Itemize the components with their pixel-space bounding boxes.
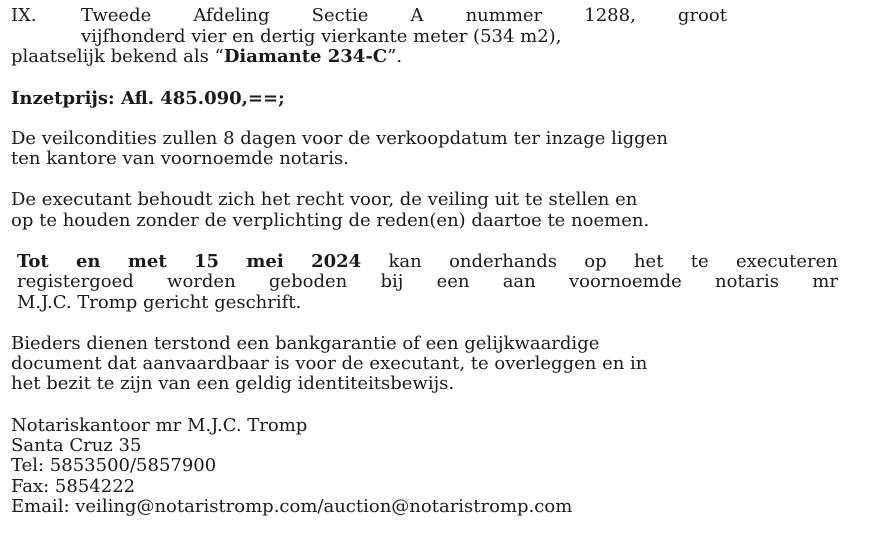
conditions-line-1: De veilcondities zullen 8 dagen voor de verkoopdatum ter inzage liggen [11,128,668,149]
contact-tel: Tel: 5853500/5857900 [11,455,217,476]
private-bids-line-2 [17,272,838,292]
word: aan [502,271,536,292]
contact-address: Santa Cruz 35 [11,435,142,456]
word: 15 [194,251,220,272]
word: mei [246,251,284,272]
word: op [584,251,607,272]
bidders-line-3: het bezit te zijn van een geldig identiteitsbewijs. [11,373,455,394]
word: het [633,251,664,272]
word: kan [388,251,422,272]
word: voornoemde [569,271,682,292]
word: en [75,251,101,272]
private-bids-line-3: M.J.C. Tromp gericht geschrift. [17,292,302,313]
word: mr [812,271,838,292]
word: Tot [17,251,49,272]
reservation-line-1: De executant behoudt zich het recht voor, de veiling uit te stellen en [11,189,638,210]
contact-email: Email: veiling@notaristromp.com/auction@notaristromp.com [11,496,573,517]
word: notaris [715,271,780,292]
reservation-line-2: op te houden zonder de verplichting de reden(en) daartoe te noemen. [11,210,650,231]
word: nummer [465,5,543,26]
starting-price: Inzetprijs: Afl. 485.090,==; [11,88,285,109]
word: executeren [736,251,838,272]
word: bij [380,271,404,292]
item-line-3-suffix: ”. [387,46,403,67]
word: 2024 [311,251,362,272]
item-line-1 [81,6,727,26]
word: groot [677,5,727,26]
word: worden [167,271,236,292]
item-number: IX. [11,5,37,26]
conditions-line-2: ten kantore van voornoemde notaris. [11,148,349,169]
bidders-line-1: Bieders dienen terstond een bankgarantie of een gelijkwaardige [11,333,600,354]
contact-fax: Fax: 5854222 [11,476,136,497]
item-line-2: vijfhonderd vier en dertig vierkante meter (534 m2), [81,26,562,47]
word: een [436,271,470,292]
word: 1288, [584,5,636,26]
item-line-3-prefix: plaatselijk bekend als “ [11,46,224,67]
contact-office: Notariskantoor mr M.J.C. Tromp [11,415,308,436]
word: met [127,251,167,272]
word: geboden [268,271,348,292]
word: onderhands [449,251,557,272]
word: Sectie [311,5,369,26]
word: te [690,251,709,272]
item-line-3 [11,47,402,67]
word: Afdeling [193,5,270,26]
word: Tweede [81,5,152,26]
property-name: Diamante 234-C [223,46,388,67]
word: registergoed [17,271,134,292]
word: A [410,5,424,26]
bidders-line-2: document dat aanvaardbaar is voor de executant, te overleggen en in [11,353,648,374]
private-bids-line-1 [17,252,838,272]
